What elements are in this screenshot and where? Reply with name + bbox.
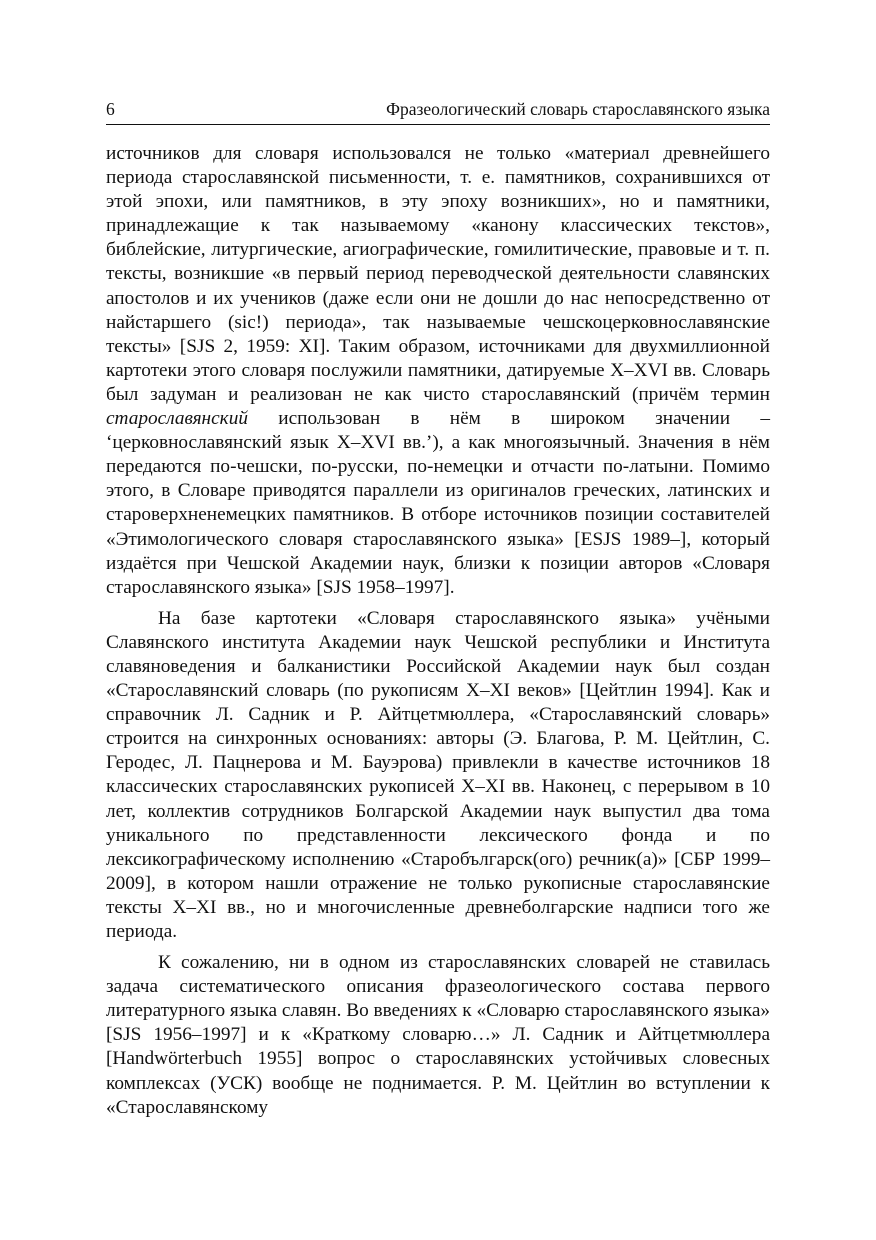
page-number: 6 <box>106 99 115 119</box>
paragraph-1-italic-term: старославянский <box>106 408 248 430</box>
paragraph-1-text-end: использован в нём в широком значении – ‘церковнославянский язык X–XVI вв.’), а как многоязычный. Значения в нём передаются по-чешски, по-русски, по-немецки и отчасти по-латыни. Помимо этого, в Словаре приводятся параллели из оригиналов греческих, латинских и староверхненемецких памятников. В отборе источников позиции составителей «Этимологического словаря старославянского языка» [ESJS 1989–], который издаётся при Чешской Академии наук, близки к позиции авторов «Словаря старославянского языка» [SJS 1958–1997]. <box>106 408 770 598</box>
paragraph-1 <box>106 142 770 600</box>
book-page <box>106 98 770 1120</box>
body-text <box>106 142 770 1120</box>
running-header <box>106 98 770 125</box>
paragraph-2: На базе картотеки «Словаря старославянского языка» учёными Славянского института Академии наук Чешской республики и Института славяноведения и балканистики Российской Академии наук был создан «Старославянский словарь (по рукописям X–XI веков» [Цейтлин 1994]. Как и справочник Л. Садник и Р. Айтцетмюллера, «Старославянский словарь» строится на синхронных основаниях: авторы (Э. Благова, Р. М. Цейтлин, С. Геродес, Л. Пацнерова и М. Бауэрова) привлекли в качестве источников 18 классических старославянских рукописей X–XI вв. Наконец, с перерывом в 10 лет, коллектив сотрудников Болгарской Академии наук выпустил два тома уникального по представленности лексического фонда и по лексикографическому исполнению «Старобългарск(ого) речник(а)» [СБР 1999–2009], в котором нашли отражение не только рукописные старославянские тексты X–XI вв., но и многочисленные древнеболгарские надписи того же периода. <box>106 607 770 942</box>
paragraph-1-text-start: источников для словаря использовался не только «материал древнейшего периода старославянской письменности, т. е. памятников, сохранившихся от этой эпохи, или памятников, в эту эпоху возникших», но и памятники, принадлежащие к так называемому «канону классических текстов», библейские, литургические, агиографические, гомилитические, правовые и т. п. тексты, возникшие «в первый период переводческой деятельности славянских апостолов и их учеников (даже если они не дошли до нас непосредственно от найстаршего (sic!) периода», так называемые чешскоцерковнославянские тексты» [SJS 2, 1959: XI]. Таким образом, источниками для двухмиллионной картотеки этого словаря послужили памятники, датируемые X–XVI вв. Словарь был задуман и реализован не как чисто старославянский (причём термин <box>106 143 770 405</box>
paragraph-3: К сожалению, ни в одном из старославянских словарей не ставилась задача систематического описания фразеологического состава первого литературного языка славян. Во введениях к «Словарю старославянского языка» [SJS 1956–1997] и к «Краткому словарю…» Л. Садник и Айтцетмюллера [Handwörterbuch 1955] вопрос о старославянских устойчивых словесных комплексах (УСК) вообще не поднимается. Р. М. Цейтлин во вступлении к «Старославянскому <box>106 952 771 1118</box>
running-title: Фразеологический словарь старославянского языка <box>386 99 770 119</box>
